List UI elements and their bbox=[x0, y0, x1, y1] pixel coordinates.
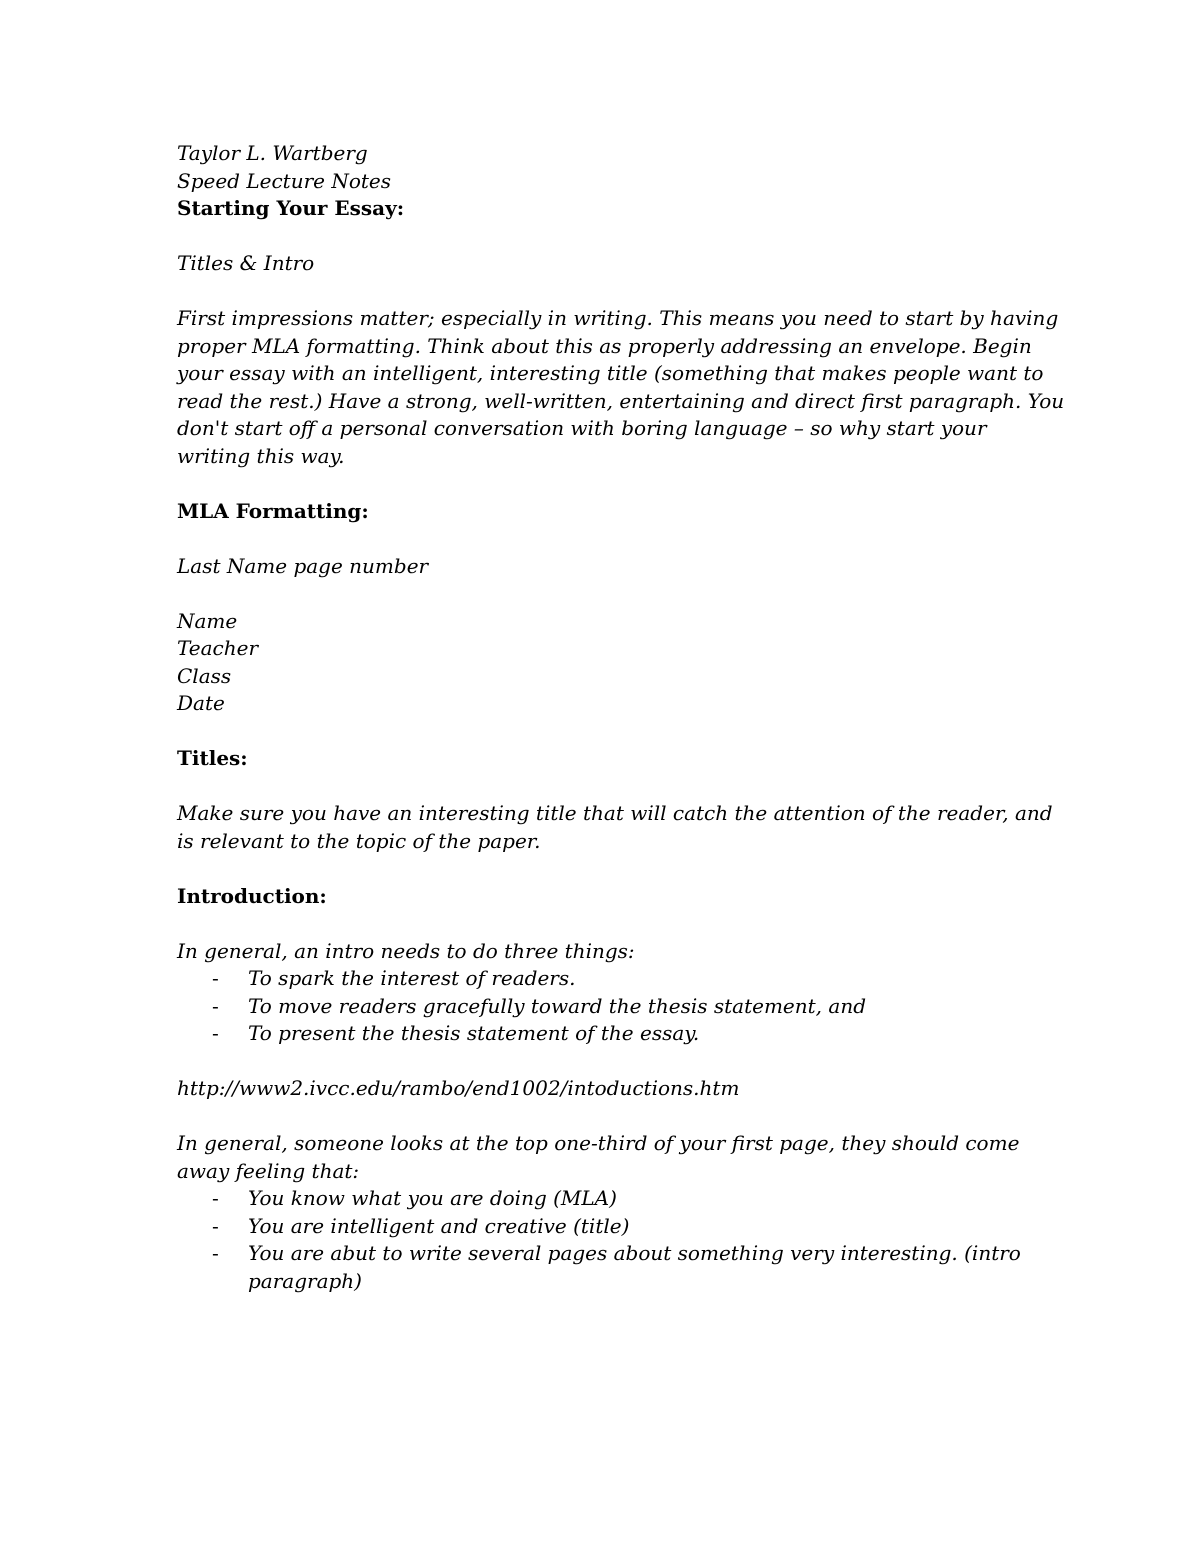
document-body bbox=[177, 140, 1065, 1295]
paragraph-line: writing this way. bbox=[177, 443, 345, 468]
bullet-dash: - bbox=[212, 1021, 219, 1045]
list-item: - You are abut to write several pages about something very interesting. (intro paragraph) bbox=[212, 1241, 1021, 1293]
bullet-dash: - bbox=[212, 1213, 219, 1238]
introduction-heading: Introduction: bbox=[177, 883, 327, 908]
mla-heading-class: Class bbox=[177, 663, 232, 688]
list-item: - To move readers gracefully toward the thesis statement, and bbox=[177, 993, 1037, 1021]
list-item: - To present the thesis statement of the essay. bbox=[177, 1020, 1037, 1048]
introduction-lead: In general, an intro needs to do three things: bbox=[177, 938, 635, 963]
paragraph-line: In general, someone looks at the top one-third of your first page, they should come bbox=[177, 1131, 1020, 1155]
bullet-dash: - bbox=[212, 1186, 219, 1210]
mla-heading-date: Date bbox=[177, 691, 225, 715]
mla-formatting-heading: MLA Formatting: bbox=[177, 498, 369, 523]
paragraph-line: is relevant to the topic of the paper. bbox=[177, 828, 541, 853]
mla-heading-block bbox=[177, 608, 1037, 718]
document-subtitle: Speed Lecture Notes bbox=[177, 168, 392, 193]
list-item: - You know what you are doing (MLA) bbox=[177, 1185, 1037, 1213]
bullet-dash: - bbox=[212, 1241, 219, 1265]
titles-paragraph bbox=[177, 800, 1053, 855]
paragraph-line: your essay with an intelligent, interesting title (something that makes people want to bbox=[177, 361, 1044, 385]
paragraph-line: First impressions matter; especially in writing. This means you need to start by having bbox=[177, 306, 1059, 330]
bullet-dash: - bbox=[212, 993, 219, 1018]
mla-heading-name: Name bbox=[177, 608, 238, 633]
mla-header-line: Last Name page number bbox=[177, 553, 429, 578]
author-name: Taylor L. Wartberg bbox=[177, 141, 368, 165]
intro-tasks-list bbox=[177, 965, 1037, 1048]
list-item: - To spark the interest of readers. bbox=[177, 965, 1037, 993]
paragraph-line: don't start off a personal conversation with boring language – so why start your bbox=[177, 416, 987, 440]
paragraph-line: read the rest.) Have a strong, well-written, entertaining and direct first paragraph. You bbox=[177, 388, 1065, 413]
mla-heading-teacher: Teacher bbox=[177, 636, 259, 660]
paragraph-line: away feeling that: bbox=[177, 1158, 360, 1183]
reference-url: http://www2.ivcc.edu/rambo/end1002/intoductions.htm bbox=[177, 1076, 740, 1100]
section-label-titles-intro: Titles & Intro bbox=[177, 251, 315, 275]
closing-paragraph bbox=[177, 1130, 1037, 1185]
document-heading: Starting Your Essay: bbox=[177, 196, 405, 220]
paragraph-line: proper MLA formatting. Think about this as properly addressing an envelope. Begin bbox=[177, 333, 1032, 358]
first-impression-list bbox=[177, 1185, 1037, 1295]
bullet-dash: - bbox=[212, 966, 219, 990]
titles-heading: Titles: bbox=[177, 746, 248, 770]
paragraph-line: Make sure you have an interesting title that will catch the attention of the reader, and bbox=[177, 801, 1053, 825]
intro-paragraph bbox=[177, 305, 1065, 470]
list-item: - You are intelligent and creative (title) bbox=[177, 1213, 1037, 1241]
